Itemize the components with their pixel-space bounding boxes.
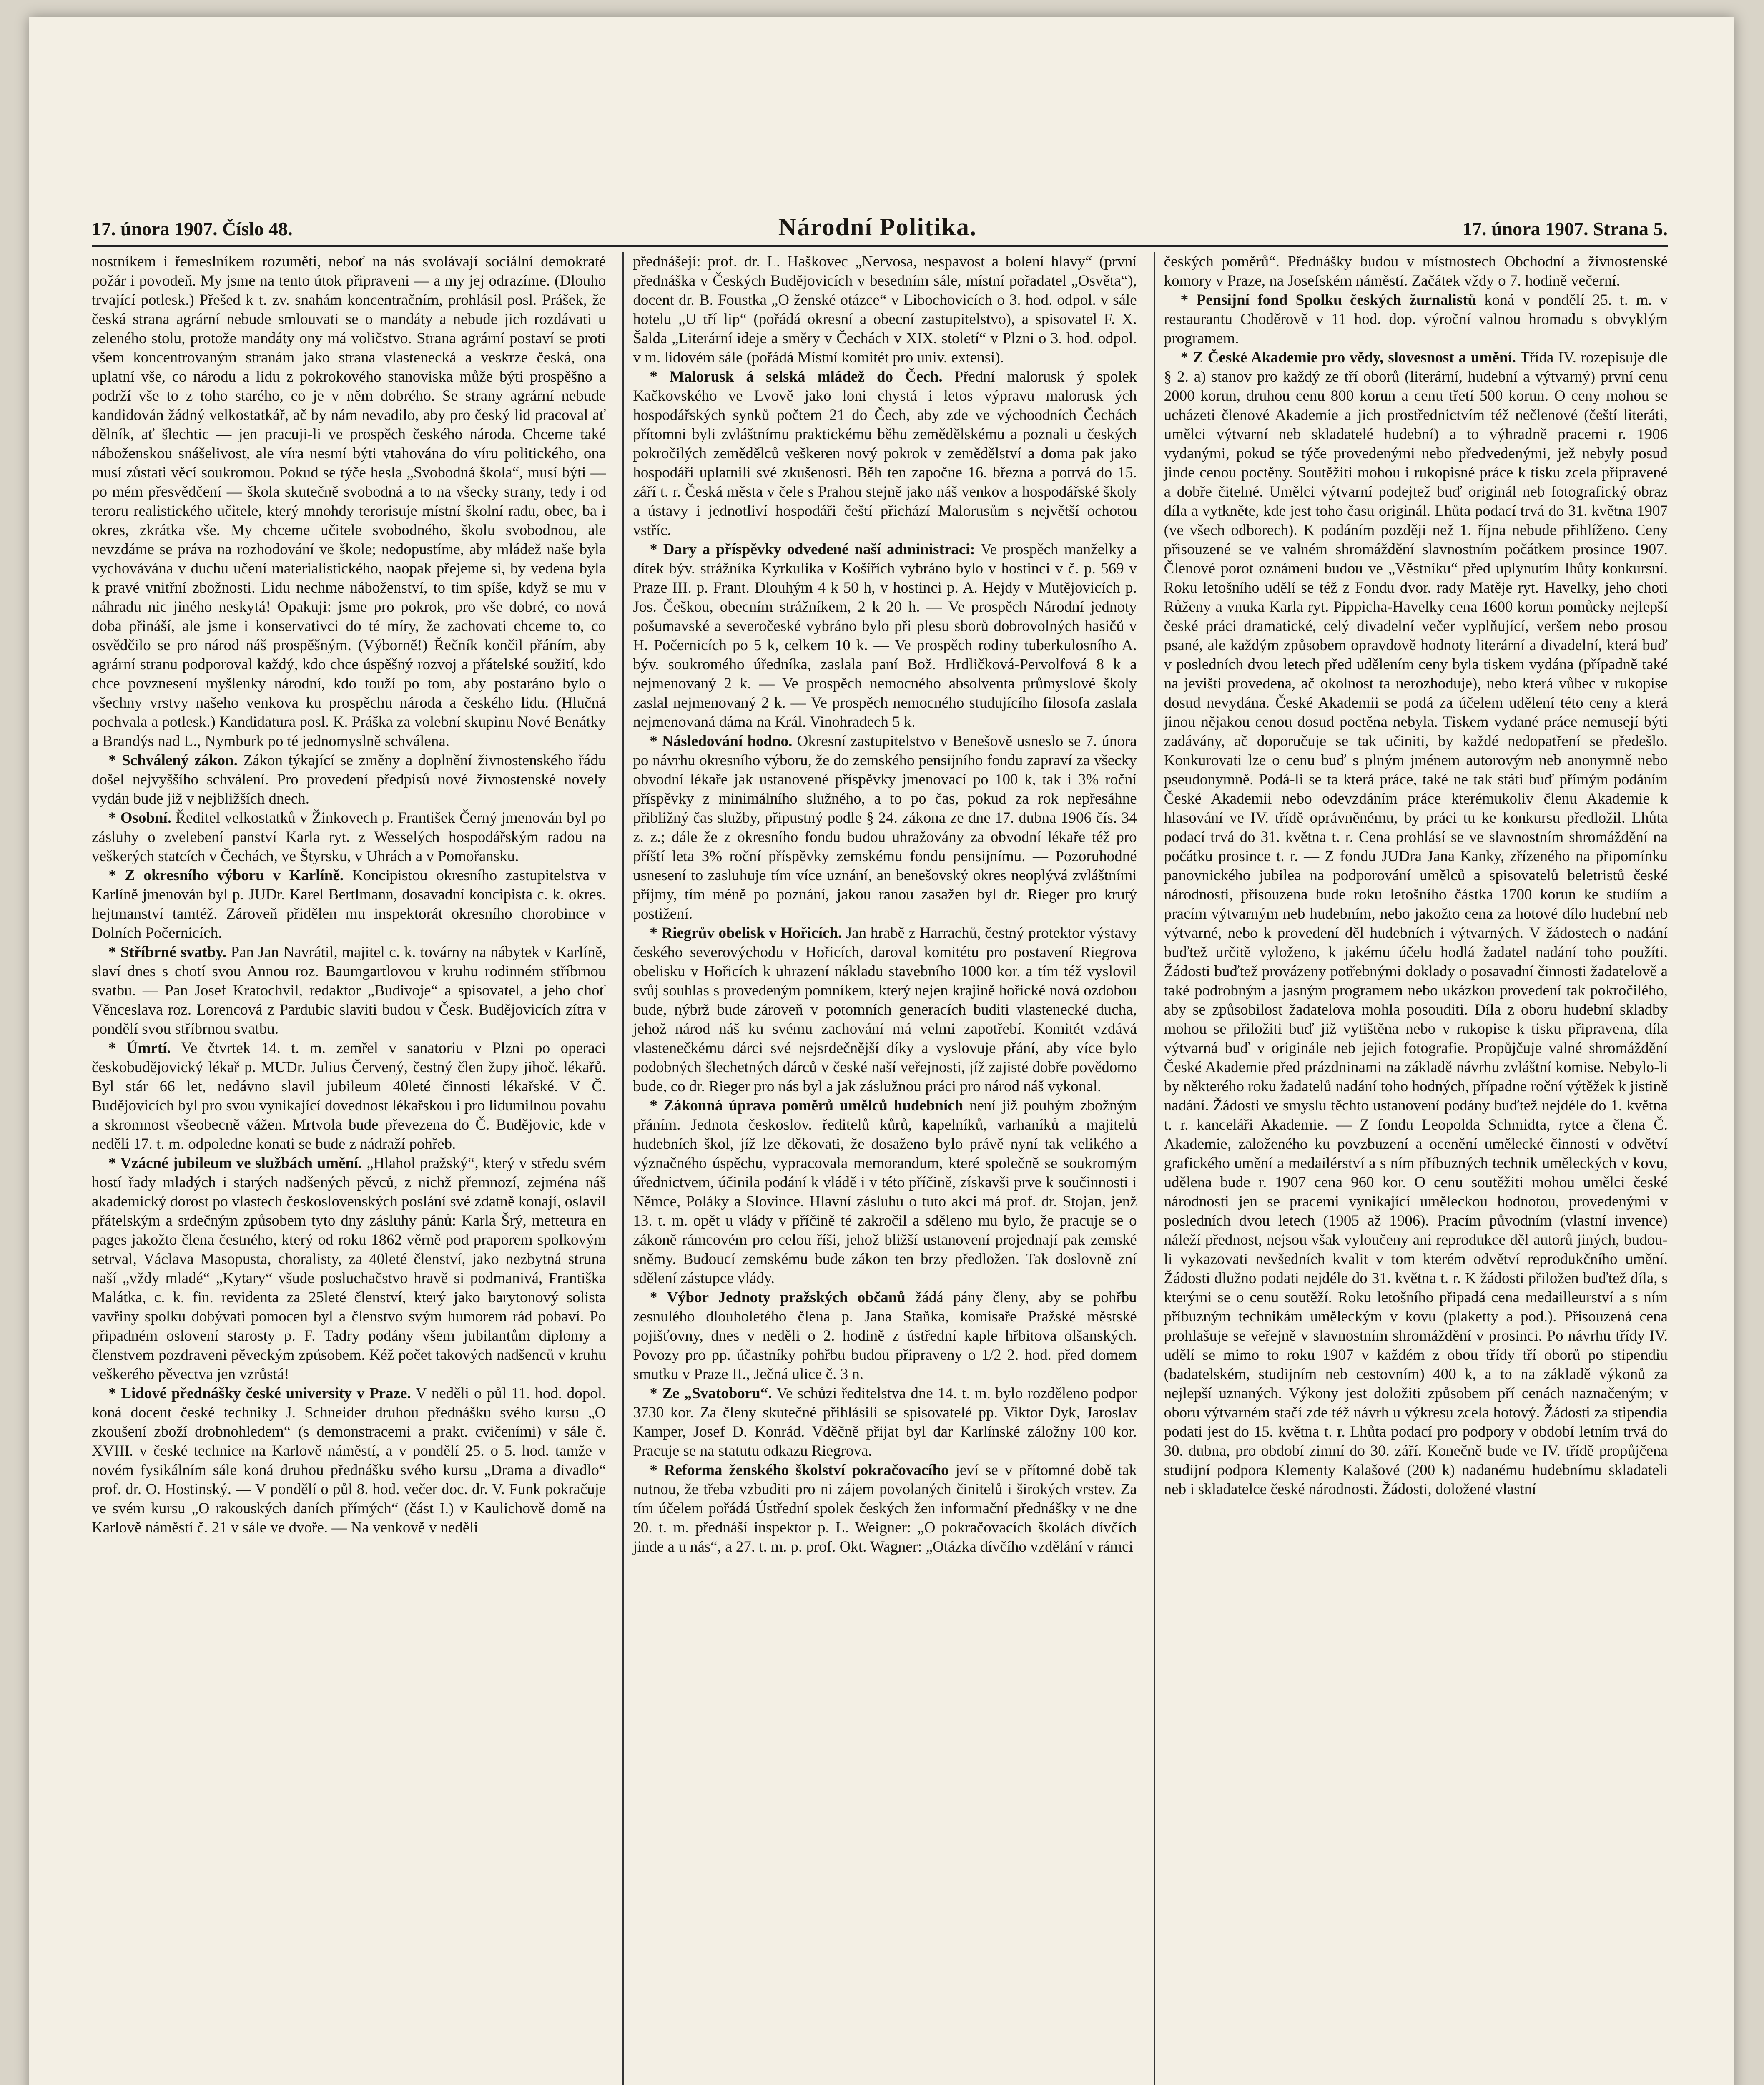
article-text: Koncipistou okresního zastupitelstva v Karlíně jmenován byl p. JUDr. Karel Bertlmann, dosavadní koncipista c. k. okres. hejtmanství tamtéž. Zároveň přidělen mu inspektorát okresního chorobince v Dolních Počernicích. <box>92 867 606 942</box>
article-kicker: * Zákonná úprava poměrů umělců hudebních <box>650 1097 964 1114</box>
article-kicker: * Schválený zákon. <box>108 752 238 769</box>
article-text: Ve schůzi ředitelstva dne 14. t. m. bylo rozděleno podpor 3730 kor. Za členy skutečné přihlásili se spisovatelé pp. Viktor Dyk, Jaroslav Kamper, Josef D. Konrád. Vděčně přijat byl dar Karlínské záložny 100 kor. Pracuje se na statutu odkazu Riegrova. <box>633 1385 1137 1460</box>
article-paragraph <box>633 924 1137 1096</box>
article-paragraph <box>633 732 1137 924</box>
article-kicker: * Pensijní fond Spolku českých žurnalistů <box>1180 291 1476 309</box>
article-paragraph <box>92 866 606 943</box>
article-kicker: * Z České Akademie pro vědy, slovesnost a umění. <box>1180 349 1516 366</box>
article-kicker: * Lidové přednášky české university v Praze. <box>108 1385 411 1402</box>
article-text: „Hlahol pražský“, který v středu svém hostí řady mladých i starých nadšených pěvců, z nichž přemnozí, zejména náš akademický dorost po vlastech československých poslání své zdatně konají, oslavil přátelským a srdečným způsobem tyto dny zásluhy pánů: Karla Šrý, metteura en pages jakožto člena čestného, který od roku 1862 věrně pod praporem spolkovým setrval, Václava Masopusta, choralisty, za 40leté členství, jako nezbytná struna naší „vždy mladé“ „Kytary“ všude posluchačstvo hravě si podmanivá, Františka Malátka, c. k. fin. revidenta za 25leté členství, který jako barytonový solista vavřiny spolku dobývati pomocen byl a členstvo svým humorem rád pobaví. Po připadném oslovení starosty p. F. Tadry podány všem jubilantům diplomy a členstvem pozdraveni pěveckým způsobem. Kéž počet takových nadšenců v kruhu veškerého pěvectva jen vzrůstá! <box>92 1155 606 1383</box>
article-paragraph <box>633 1384 1137 1461</box>
column-1 <box>92 252 606 2085</box>
article-kicker: * Stříbrné svatby. <box>108 944 227 961</box>
article-text: Okresní zastupitelstvo v Benešově usneslo se 7. února po návrhu okresního výboru, že do zemského pensijního fondu zapraví za všecky obvodní lékaře jak ustanovené příspěvky jmenovací po 100 k, tak i 3% roční příspěvky z minimálního služného, a to po čas, pokud za rok nepřesáhne přibližný čas služby, připustný podle § 24. zákona ze dne 17. dubna 1906 čís. 34 z. z.; dále že z okresního fondu budou uhražovány za obvodní lékaře též pro příští leta 3% roční příspěvky zemskému fondu pensijnímu. — Pozoruhodné usnesení to zasluhuje tím více uznání, an benešovský okres neoplývá zvláštními příjmy, tím méně po poznání, jakou ranou zasažen byl dr. Rieger pro krutý postižení. <box>633 733 1137 922</box>
article-text: V neděli o půl 11. hod. dopol. koná docent české techniky J. Schneider druhou přednášku svého kursu „O zkoušení zboží drobnohledem“ (s demonstracemi a prakt. cvičeními) v sále č. XVIII. v české technice na Karlově náměstí, a v pondělí 25. o 5. hod. tamže v novém fysikálním sále koná druhou přednášku svého kursu „Drama a divadlo“ prof. dr. O. Hostinský. — V pondělí o půl 8. hod. večer doc. dr. V. Funk pokračuje ve svém kursu „O rakouských daních přímých“ (část I.) v Kaulichově domě na Karlově náměstí č. 21 v sále ve dvoře. — Na venkově v neděli <box>92 1385 606 1536</box>
article-text: Ředitel velkostatků v Žinkovech p. František Černý jmenován byl po zásluhy o zvelebení panství Karla ryt. z Wesselých hospodářským radou na veškerých statcích v Čechách, ve Štyrsku, v Uhrách a v Pomořansku. <box>92 809 606 865</box>
article-kicker: * Ze „Svatoboru“. <box>650 1385 772 1402</box>
article-paragraph <box>633 252 1137 367</box>
masthead-title: Národní Politika. <box>778 213 977 241</box>
article-kicker: * Reforma ženského školství pokračovacího <box>650 1462 949 1479</box>
article-paragraph <box>633 1461 1137 1557</box>
article-paragraph <box>1164 252 1668 291</box>
article-text: žádá pány členy, aby se pohřbu zesnulého dlouholetého člena p. Jana Staňka, komisaře Pražské městské pojišťovny, dnes v neděli o 2. hodině z ústřední kaple hřbitova olšanských. Povozy pro pp. účastníky pohřbu budou připraveny o 1/2 2. hod. před domem smutku v Praze II., Ječná ulice č. 3 n. <box>633 1289 1137 1383</box>
article-paragraph <box>92 809 606 866</box>
column-3 <box>1154 252 1668 2085</box>
article-text: Přední malorusk ý spolek Kačkovského ve Lvově jako loni chystá i letos výpravu malorusk ých hospodářských synků počtem 21 do Čech, aby zde ve výchoodních Čechách přítomni byli zvláštnímu praktickému běhu zemědělskému a poznali u českých pokročilých zemědělců veškeren nový pokrok v zemědělství a doma pak jako hospodáři uplatnili své zkušenosti. Běh ten započne 16. března a potrvá do 15. září t. r. Česká města v čele s Prahou stejně jako náš venkov a hospodářské školy a ústavy i jednotliví hospodáři čeští přichází Malorusům s největší ochotou vstříc. <box>633 368 1137 539</box>
article-kicker: * Malorusk á selská mládež do Čech. <box>650 368 943 385</box>
article-text: Ve prospěch manželky a dítek býv. strážníka Kyrkulika v Košířích vybráno bylo v hostinci v č. p. 569 v Praze III. p. Frant. Dlouhým 4 k 50 h, v hostinci p. A. Hejdy v Mutějovicích p. Jos. Češkou, obecním strážníkem, 2 k 20 h. — Ve prospěch Národní jednoty pošumavské a severočeské vybráno bylo při plesu sborů dobrovolných hasičů v H. Počernicích po 5 k, celkem 10 k. — Ve prospěch rodiny tuberkulosního A. býv. soukromého úředníka, zaslala paní Bož. Hrdličková-Pervolfová 8 k a nejmenovaný 2 k. — Ve prospěch nemocného absolventa průmyslové školy zaslal nejmenovaný 2 k. — Ve prospěch nemocného studujícího filosofa zaslala nejmenovaná dáma na Král. Vinohradech 5 k. <box>633 541 1137 731</box>
article-kicker: * Výbor Jednoty pražských občanů <box>650 1289 906 1306</box>
article-text: nostníkem i řemeslníkem rozuměti, neboť na nás svolávají sociální demokraté požár i povodeň. My jsme na tento útok připraveni — a my jej odrazíme. (Dlouho trvající potlesk.) Přešed k t. zv. snahám koncentračním, prohlásil posl. Prášek, že česká strana agrární nebude smlouvati se o mandáty a nebude jich rozdávati u zeleného stolu, protože mandáty ony má voličstvo. Strana agrární postaví se proti všem koncentrovaným stranám jako strana vlastenecká a veskrze česká, ona uplatní vše, co národu a lidu z pokrokového stanoviska může býti prospěšno a podrží vše to z toho starého, co je v něm dobrého. Se strany agrární nebude kandidován žádný velkostatkář, ač by nám nevadilo, aby pro český lid pracoval ať dělník, ať šlechtic — jen pracuji-li ve prospěch českého národa. Chceme také náboženskou snášelivost, ale víra nesmí býti vtahována do víru politického, ona musí zůstati věcí soukromou. Pokud se týče hesla „Svobodná škola“, musí býti — po mém přesvědčení — škola skutečně svobodná a to na všecky strany, tedy i od teroru realistického učitele, který mnohdy terorisuje místní školní radu, obec, ba i okres, zkrátka vše. My chceme učitele svobodného, školu svobodnou, ale nevzdáme se práva na rozhodování ve škole; nedopustíme, aby mládež naše byla vychovávána v duchu učení materialistického, naopak přejeme si, by vedena byla k pravé vnitřní zbožnosti. Lidu nechme náboženství, to tim spíše, když se mu v náhradu nic jiného neskytá! Opakuji: jsme pro pokrok, pro vše dobré, co nová doba přináší, ale jsme i konservativci do té míry, že zachovati chceme to, co osvědčilo se pro národ náš prospěšným. (Výborně!) Řečník končil přáním, aby agrární stranu podporoval každý, kdo chce úspěšný rozvoj a přátelské soužití, kdo chce povznesení myšlenky národní, kdo touží po tom, aby postaráno bylo o všechny vrstvy našeho venkova ku prospěchu národa a českého lidu. (Hlučná pochvala a potlesk.) Kandidatura posl. K. Práška za volební skupinu Nové Benátky a Brandýs nad L., Nymburk po té jednomyslně schválena. <box>92 253 606 750</box>
article-columns <box>92 252 1668 2085</box>
article-text: Třída IV. rozepisuje dle § 2. a) stanov pro každý ze tří oborů (literární, hudební a výtvarný) první cenu 2000 korun, druhou cenu 800 korun a cenu třetí 500 korun. O ceny mohou se ucházeti členové Akademie a jich prostřednictvím též nečlenové (čeští literáti, umělci výtvarní neb skladatelé hudební) a to výhradně pracemi r. 1906 vydanými, pokud se týče provedenými nebo předvedenými, jež nebyly posud jinde cenou poctěny. Soutěžiti mohou i rukopisné práce k tisku zcela připravené a dobře čitelné. Umělci výtvarní podejtež buď originál neb fotografický obraz díla a vytkněte, kde jest toho času originál. Lhůta podací trvá do 31. května 1907 (ve všech odborech). K podáním později než 1. října nebude přihlíženo. Ceny přisouzené se ve valném shromáždění slavnostním počátkem prosince 1907. Členové porot oznámeni budou ve „Věstníku“ před uplynutím lhůty konkursní. Roku letošního udělí se též z Fondu dvor. rady Matěje ryt. Havelky, jeho choti Růženy a vnuka Karla ryt. Pippicha-Havelky cena 1600 korun pomůcky nejlepší české práci dramatické, celý divadelní večer vyplňující, veršem nebo prosou psané, ale každým způsobem opravdově hodnoty literární a divadelní, která buď v posledních dvou letech před udělením ceny byla tiskem vydána (případně také na jevišti provedena, ač okolnost ta nerozhoduje), nebo která vůbec v rukopise dosud nevydána. České Akademii se podá za účelem udělení této ceny a která jinou nějakou cenou dosud poctěna nebyla. Tiskem vydané práce nemusejí býti zadávány, ač doporučuje se tak učiniti, by každé nedopatření se předešlo. Konkurovati lze o cenu buď s plným jménem autorovým neb anonymně nebo pseudonymně. Podá-li se ta která práce, také ne tak státi buď přímým podáním České Akademii nebo odevzdáním práce kterémukoliv členu Akademie k hlasování ve IV. třídě oprávněnému, by práci tu ke konkursu předložil. Lhůta podací trvá do 31. května t. r. Cena prohlásí se ve slavnostním shromáždění na počátku prosince t. r. — Z fondu JUDra Jana Kanky, zřízeného na připomínku panovnického jubilea na podporování umělců a spisovatelů beletristů české národnosti, přisouzena bude roku letošního částka 1700 korun ke studiím a pracím výtvarným neb hudebním, nebo jakožto cena za hotové dílo hudební neb výtvarné, nebo k provedení děl hudebních i výtvarných. V žádostech o nadání buďtež určitě vyloženo, k jakému účelu hodlá žadatel nadání toho použíti. Žádosti buďtež provázeny potřebnými doklady o posavadní činnosti žadatelově a také podrobným a jasným programem nebo ukázkou provedení tak pokročilého, aby se způsobilost žadatelova mohla posouditi. Díla z oboru hudební skladby mohou se přiložiti buď již vytištěna nebo v rukopise k tisku připravena, díla výtvarná buď v originále neb jejich fotografie. Propůjčuje valné shromáždění České Akademie před prázdninami na základě návrhu zvláštní komise. Nebylo-li by některého roku žadatelů nadání toho hodných, případne roční výtěžek k jistině nadání. Žádosti ve smyslu těchto ustanovení podány buďtež nejdéle do 1. května t. r. kanceláři Akademie. — Z fondu Leopolda Schmidta, rytce a člena Č. Akademie, založeného ku povzbuzení a ocenění umělecké činnosti v odvětví grafického umění a medailérství a s ním příbuzných technik uměleckých v kovu, udělena bude r. 1907 cena 960 kor. O cenu soutěžiti mohou umělci české národnosti jen se pracemi vynikající uměleckou hodnotou, provedenými v posledních dvou letech (1905 až 1906). Pracím původním (vlastní invence) náleží přednost, nejsou však vyloučeny ani reprodukce děl autorů jiných, budou-li vykazovati nevšedních kvalit v tom kterém odvětví reprodukčního umění. Žádosti dlužno podati nejdéle do 31. května t. r. K žádosti přiložen buďtež díla, s kterými se o cenu soutěží. Roku letošního připadá cena medailleurství a s ním příbuzným technikám uměleckým v kovu (plaketty a pod.). Přisouzená cena prohlašuje se veřejně v slavnostním shromáždění v prosinci. Po návrhu třídy IV. udělí se mimo to roku 1907 v každém z obou třídy tří oborů po stipendiu (badatelském, studijním neb cestovním) 400 k, a to na základě výkonů za nejlepší uznaných. Výkony jest doložiti způsobem pří cenách naznačeným; v oboru výtvarném stačí zde též návrh u výkresu zcela hotový. Žádosti za stipendia podati jest do 15. května t. r. Lhůta podací pro podpory v období letním trvá do 30. dubna, pro období zimní do 30. září. Konečně bude ve IV. třídě propůjčena studijní podpora Klementy Kalašové (200 k) nadanému hudebnímu skladateli neb i skladatelce české národnosti. Žádosti, doložené vlastní <box>1164 349 1668 1498</box>
article-text: Ve čtvrtek 14. t. m. zemřel v sanatoriu v Plzni po operaci českobudějovický lékař p. MUDr. Julius Červený, čestný člen župy jihoč. lékařů. Byl stár 66 let, nedávno slavil jubileum 40leté činnosti lékařské. V Č. Budějovicích byl pro svou vynikající dovednost lékařskou i pro lidumilnou povahu a skromnost všeobecně vážen. Mrtvola bude převezena do Č. Budějovic, kde v neděli 17. t. m. odpoledne konati se bude z nádraží pohřeb. <box>92 1040 606 1153</box>
article-kicker: * Z okresního výboru v Karlíně. <box>108 867 344 884</box>
article-paragraph <box>633 367 1137 540</box>
article-paragraph <box>1164 291 1668 348</box>
article-paragraph <box>633 1096 1137 1288</box>
header-rule <box>92 245 1668 247</box>
article-text: Pan Jan Navrátil, majitel c. k. továrny na nábytek v Karlíně, slaví dnes s chotí svou Annou roz. Baumgartlovou v kruhu rodinném stříbrnou svatbu. — Pan Josef Kratochvil, redaktor „Budivoje“ a spisovatel, a jeho choť Věnceslava roz. Lorencová z Pardubic slaviti budou v Česk. Budějovicích zítra v pondělí svou stříbrnou svatbu. <box>92 944 606 1037</box>
article-kicker: * Riegrův obelisk v Hořicích. <box>650 924 842 942</box>
article-text: přednášejí: prof. dr. L. Haškovec „Nervosa, nespavost a bolení hlavy“ (první přednáška v Českých Budějovicích v besedním sále, místní pořadatel „Osvěta“), docent dr. B. Foustka „O ženské otázce“ v Libochovicích o 3. hod. odpol. v sále hotelu „U tří lip“ (pořádá okresní a obecní zastupitelstvo), a spisovatel F. X. Šalda „Literární ideje a směry v Čechách v XIX. století“ v Plzni o 3. hod. odpol. v m. lidovém sále (pořádá Místní komitét pro univ. extensi). <box>633 253 1137 366</box>
article-kicker: * Dary a příspěvky odvedené naší administraci: <box>650 541 975 558</box>
article-paragraph <box>92 1154 606 1384</box>
article-text: Zákon týkající se změny a doplnění živnostenského řádu došel nejvyššího schválení. Pro provedení předpisů nové živnostenské novely vydán bude již v nejbližších dnech. <box>92 752 606 807</box>
article-text: českých poměrů“. Přednášky budou v místnostech Obchodní a živnostenské komory v Praze, na Josefském náměstí. Začátek vždy o 7. hodině večerní. <box>1164 253 1668 289</box>
article-kicker: * Osobní. <box>108 809 172 826</box>
article-paragraph <box>92 1384 606 1537</box>
article-kicker: * Vzácné jubileum ve službách umění. <box>108 1155 362 1172</box>
article-paragraph <box>633 1288 1137 1384</box>
header-date-page: 17. února 1907. Strana 5. <box>1463 218 1668 239</box>
article-kicker: * Následování hodno. <box>650 733 793 750</box>
article-paragraph <box>92 751 606 809</box>
article-text: koná v pondělí 25. t. m. v restaurantu Choděrově v 11 hod. dop. výroční valnou hromadu s obvyklým programem. <box>1164 291 1668 347</box>
article-paragraph <box>1164 348 1668 1499</box>
article-text: Jan hrabě z Harrachů, čestný protektor výstavy českého severovýchodu v Hořicích, daroval komitétu pro postavení Riegrova obelisku v Hořicích k uhrazení nákladu stavebního 1000 kor. a tím též vyslovil svůj souhlas s provedeným pomníkem, který nejen krajině hořické nová ozdobou bude, nýbrž bude zároveň v potomních generacích buditi vlastenecké ducha, jehož národ náš ku svému zachování má velmi zapotřebí. Komitét vzdává vlastenečkému dárci své nejsrdečnější díky a vyslovuje přání, aby více bylo podobných šlechetných dárců v české naší veřejnosti, jíž zajisté dobře povědomo bude, co dr. Rieger pro nás byl a jak záslužnou práci pro národ náš vykonal. <box>633 924 1137 1095</box>
article-paragraph <box>92 1039 606 1154</box>
article-kicker: * Úmrtí. <box>108 1040 171 1057</box>
article-paragraph <box>633 540 1137 732</box>
column-2 <box>622 252 1137 2085</box>
article-text: jeví se v přítomné době tak nutnou, že třeba vzbuditi pro ni zájem povolaných činitelů i širokých vrstev. Za tím účelem pořádá Ústřední spolek českých žen informační přednášky v ne dne 20. t. m. přednáší inspektor p. L. Weigner: „O pokračovacích školách dívčích jinde a u nás“, a 27. t. m. p. prof. Okt. Wagner: „Otázka dívčího vzdělání v rámci <box>633 1462 1137 1555</box>
article-paragraph <box>92 252 606 751</box>
header-date-issue: 17. února 1907. Číslo 48. <box>92 218 293 239</box>
newspaper-page <box>29 17 1734 2085</box>
article-paragraph <box>92 943 606 1039</box>
page-header <box>92 213 1668 242</box>
article-text: není již pouhým zbožným přáním. Jednota českoslov. ředitelů kůrů, kapelníků, varhaníků a majitelů hudebních škol, jíž lze děkovati, že dosaženo bylo právě nyní tak velikého a význačného úspěchu, vypracovala memorandum, které společně se soukromým úřednictvem, účinila podání k vládě i v této příčině, získavši prve k součinnosti i Němce, Poláky a Slovince. Hlavní zásluhu o tuto akci má prof. dr. Stojan, jenž 13. t. m. opět u vlády v příčině té zakročil a sděleno mu bylo, že pracuje se o zákoně rámcovém pro celou říši, jehož bližší ustanovení projednají pak zemské sněmy. Budoucí zemskému bude zákon ten brzy předložen. Tak doslovně zní sdělení zástupce vlády. <box>633 1097 1137 1287</box>
